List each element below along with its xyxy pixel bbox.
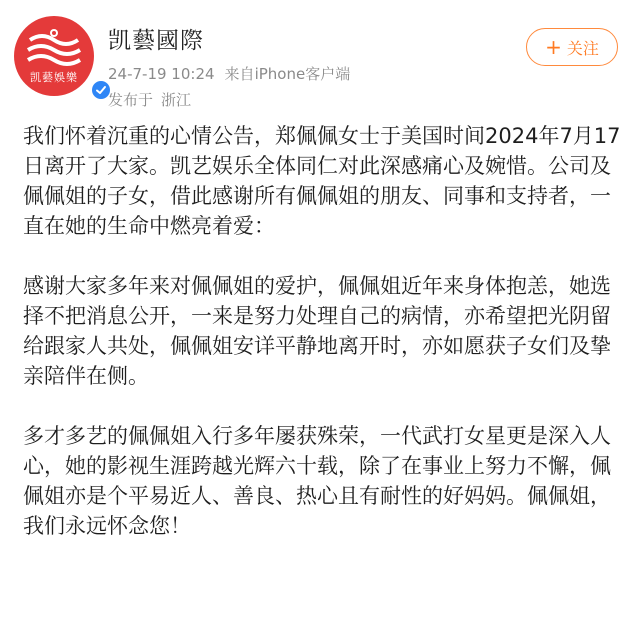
source-prefix: 来自 (224, 65, 255, 83)
source-app[interactable]: iPhone客户端 (254, 65, 351, 83)
avatar[interactable] (14, 16, 94, 96)
post-timestamp: 24-7-19 10:24 (108, 65, 215, 83)
avatar-container[interactable] (14, 16, 94, 96)
follow-button-label: 关注 (566, 38, 599, 58)
post-body (23, 121, 623, 571)
post-paragraph: 我们怀着沉重的心情公告，郑佩佩女士于美国时间2024年7月17日离开了大家。凯艺娱乐全体同仁对此深感痛心及婉惜。公司及佩佩姐的子女，借此感谢所有佩佩姐的朋友、同事和支持者，一直在她的生命中燃亮着爱： (23, 124, 621, 238)
post-meta (108, 63, 350, 84)
location-value: 浙江 (161, 91, 192, 109)
post-paragraph: 感谢大家多年来对佩佩姐的爱护，佩佩姐近年来身体抱恙，她选择不把消息公开，一来是努力处理自己的病情，亦希望把光阴留给跟家人共处，佩佩姐安详平静地离开时，亦如愿获子女们及挚亲陪伴在侧。 (23, 274, 611, 388)
avatar-logo-text: 凯藝娛樂 (30, 71, 78, 84)
post-header (0, 0, 640, 120)
plus-icon: + (545, 35, 562, 59)
post-location (108, 89, 199, 110)
location-prefix: 发布于 (108, 91, 154, 109)
post-paragraph: 多才多艺的佩佩姐入行多年屡获殊荣，一代武打女星更是深入人心，她的影视生涯跨越光辉六十载，除了在事业上努力不懈，佩佩姐亦是个平易近人、善良、热心且有耐性的好妈妈。佩佩姐，我们永远怀念您！ (23, 424, 611, 538)
follow-button[interactable] (526, 28, 618, 66)
account-name[interactable]: 凯藝國際 (108, 28, 204, 54)
